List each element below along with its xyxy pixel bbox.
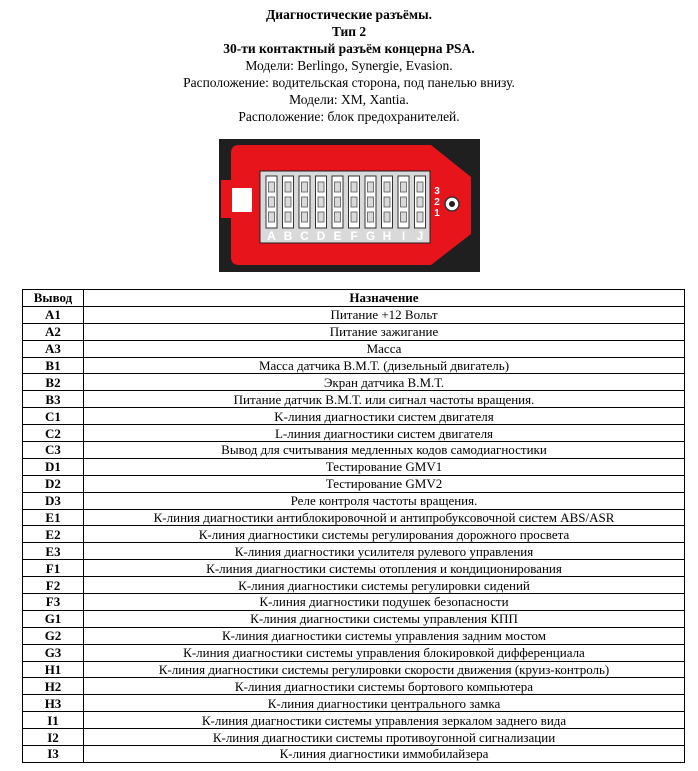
purpose-cell: Питание датчик В.М.Т. или сигнал частоты вращения. — [84, 391, 685, 408]
table-row — [23, 408, 685, 425]
pin-cell: G3 — [23, 644, 84, 661]
column-label: B — [283, 229, 293, 243]
pin-contact — [318, 197, 324, 207]
pin-cell: A1 — [23, 306, 84, 323]
table-row — [23, 340, 685, 357]
table-row — [23, 458, 685, 475]
pin-cell: A3 — [23, 340, 84, 357]
table-row — [23, 610, 685, 627]
pin-cell: I1 — [23, 712, 84, 729]
pin-contact — [384, 212, 390, 222]
pin-contact — [351, 182, 357, 192]
column-label: D — [316, 229, 326, 243]
pin-contact — [335, 197, 341, 207]
pin-cell: F2 — [23, 577, 84, 594]
pin-cell: H1 — [23, 661, 84, 678]
pin-contact — [318, 182, 324, 192]
pin-contact — [351, 197, 357, 207]
table-row — [23, 560, 685, 577]
table-row — [23, 475, 685, 492]
pin-cell: H3 — [23, 695, 84, 712]
purpose-cell: L-линия диагностики систем двигателя — [84, 425, 685, 442]
pin-contact — [417, 212, 423, 222]
table-row — [23, 712, 685, 729]
table-row — [23, 577, 685, 594]
table-row — [23, 526, 685, 543]
table-row — [23, 492, 685, 509]
column-label: G — [365, 229, 376, 243]
pin-cell: I2 — [23, 729, 84, 746]
purpose-cell: К-линия диагностики центрального замка — [84, 695, 685, 712]
pin-cell: D1 — [23, 458, 84, 475]
models-line-1: Модели: Berlingo, Synergie, Evasion. — [245, 58, 453, 73]
connector-tab-window — [232, 188, 252, 212]
table-row — [23, 695, 685, 712]
table-row — [23, 306, 685, 323]
models-line-2: Модели: XM, Xantia. — [289, 92, 409, 107]
table-row — [23, 644, 685, 661]
purpose-cell: K-линия диагностики систем двигателя — [84, 408, 685, 425]
column-label: F — [350, 229, 358, 243]
pin-cell: F1 — [23, 560, 84, 577]
column-label: A — [267, 229, 276, 243]
pin-cell: F3 — [23, 594, 84, 611]
table-row — [23, 323, 685, 340]
purpose-cell: К-линия диагностики системы управления блокировкой дифференциала — [84, 644, 685, 661]
pin-contact — [384, 182, 390, 192]
table-row — [23, 678, 685, 695]
purpose-cell: Питание +12 Вольт — [84, 306, 685, 323]
pin-contact — [285, 197, 291, 207]
header-purpose: Назначение — [84, 290, 685, 307]
pin-cell: B1 — [23, 357, 84, 374]
location-line-2: Расположение: блок предохранителей. — [238, 109, 460, 124]
pin-cell: C2 — [23, 425, 84, 442]
pin-cell: E2 — [23, 526, 84, 543]
purpose-cell: К-линия диагностики системы отопления и кондиционирования — [84, 560, 685, 577]
purpose-cell: К-линия диагностики системы бортового компьютера — [84, 678, 685, 695]
pin-contact — [285, 182, 291, 192]
table-row — [23, 543, 685, 560]
purpose-cell: Реле контроля частоты вращения. — [84, 492, 685, 509]
table-row — [23, 391, 685, 408]
pin-contact — [368, 197, 374, 207]
pin-cell: B2 — [23, 374, 84, 391]
row-label: 1 — [434, 208, 440, 219]
purpose-cell: К-линия диагностики системы регулировки сидений — [84, 577, 685, 594]
column-label: H — [382, 229, 392, 243]
pin-cell: G1 — [23, 610, 84, 627]
pin-contact — [368, 212, 374, 222]
table-header-row — [23, 290, 685, 307]
pin-contact — [417, 197, 423, 207]
pin-cell: D2 — [23, 475, 84, 492]
purpose-cell: Вывод для считывания медленных кодов самодиагностики — [84, 442, 685, 459]
purpose-cell: Тестирование GMV2 — [84, 475, 685, 492]
pin-contact — [285, 212, 291, 222]
pin-contact — [302, 197, 308, 207]
pin-cell: D3 — [23, 492, 84, 509]
pin-contact — [269, 197, 275, 207]
pin-contact — [351, 212, 357, 222]
purpose-cell: К-линия диагностики антиблокировочной и антипробуксовочной систем ABS/ASR — [84, 509, 685, 526]
pin-contact — [401, 197, 407, 207]
pin-contact — [335, 182, 341, 192]
purpose-cell: К-линия диагностики иммобилайзера — [84, 746, 685, 763]
pinout-table — [22, 289, 685, 763]
row-label: 3 — [434, 186, 440, 197]
column-label: I — [401, 229, 406, 243]
purpose-cell: К-линия диагностики системы регулирования дорожного просвета — [84, 526, 685, 543]
table-row — [23, 374, 685, 391]
document-header — [0, 6, 698, 125]
table-row — [23, 442, 685, 459]
pin-contact — [401, 212, 407, 222]
pin-contact — [302, 182, 308, 192]
pin-contact — [302, 212, 308, 222]
purpose-cell: К-линия диагностики системы регулировки скорости движения (круиз-контроль) — [84, 661, 685, 678]
mounting-hole-center — [449, 201, 455, 207]
pin-cell: G2 — [23, 627, 84, 644]
title-line-3: 30-ти контактный разъём концерна PSA. — [223, 41, 475, 56]
purpose-cell: Питание зажигание — [84, 323, 685, 340]
location-line-1: Расположение: водительская сторона, под панелью внизу. — [183, 75, 515, 90]
pin-contact — [417, 182, 423, 192]
table-row — [23, 509, 685, 526]
purpose-cell: Тестирование GMV1 — [84, 458, 685, 475]
pin-contact — [318, 212, 324, 222]
column-label: J — [416, 229, 424, 243]
pin-contact — [368, 182, 374, 192]
purpose-cell: Масса — [84, 340, 685, 357]
purpose-cell: Масса датчика В.М.Т. (дизельный двигатель) — [84, 357, 685, 374]
pin-contact — [384, 197, 390, 207]
table-row — [23, 425, 685, 442]
pin-cell: H2 — [23, 678, 84, 695]
pin-cell: E3 — [23, 543, 84, 560]
header-pin: Вывод — [23, 290, 84, 307]
pin-cell: B3 — [23, 391, 84, 408]
purpose-cell: К-линия диагностики усилителя рулевого управления — [84, 543, 685, 560]
row-label: 2 — [434, 197, 440, 208]
pin-contact — [269, 182, 275, 192]
purpose-cell: Экран датчика В.М.Т. — [84, 374, 685, 391]
column-label: C — [300, 229, 309, 243]
pin-cell: A2 — [23, 323, 84, 340]
table-row — [23, 627, 685, 644]
purpose-cell: К-линия диагностики системы противоугонной сигнализации — [84, 729, 685, 746]
pin-contact — [335, 212, 341, 222]
table-row — [23, 357, 685, 374]
pin-contact — [269, 212, 275, 222]
pin-contact — [401, 182, 407, 192]
pin-cell: C3 — [23, 442, 84, 459]
table-row — [23, 594, 685, 611]
pin-cell: E1 — [23, 509, 84, 526]
table-row — [23, 746, 685, 763]
table-row — [23, 729, 685, 746]
purpose-cell: К-линия диагностики системы управления задним мостом — [84, 627, 685, 644]
purpose-cell: К-линия диагностики системы управления зеркалом заднего вида — [84, 712, 685, 729]
title-line-2: Тип 2 — [331, 24, 367, 39]
pin-cell: C1 — [23, 408, 84, 425]
connector-image — [219, 139, 480, 272]
table-row — [23, 661, 685, 678]
pin-cell: I3 — [23, 746, 84, 763]
title-line-1: Диагностические разъёмы. — [266, 7, 432, 22]
purpose-cell: К-линия диагностики системы управления КПП — [84, 610, 685, 627]
column-label: E — [333, 229, 342, 243]
purpose-cell: К-линия диагностики подушек безопасности — [84, 594, 685, 611]
